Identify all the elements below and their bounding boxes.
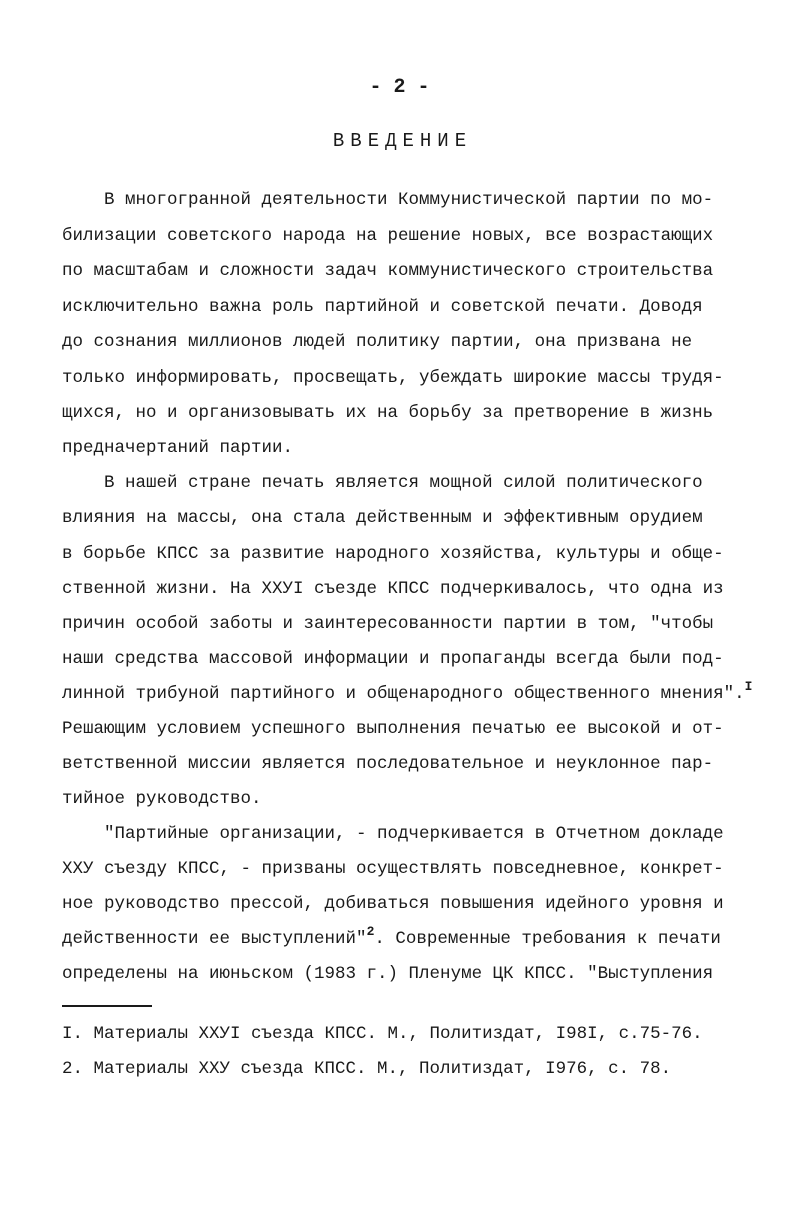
- body-line: билизации советского народа на решение новых, все возрастающих: [62, 226, 714, 246]
- body-line: Решающим условием успешного выполнения печатью ее высокой и от-: [62, 719, 724, 739]
- body-line: по масштабам и сложности задач коммунистического строительства: [62, 261, 714, 281]
- body-line: тийное руководство.: [62, 789, 262, 809]
- body-line: ное руководство прессой, добиваться повышения идейного уровня и: [62, 894, 724, 914]
- body-line: в борьбе КПСС за развитие народного хозяйства, культуры и обще-: [62, 544, 724, 564]
- section-heading: ВВЕДЕНИЕ: [332, 130, 473, 152]
- page-number: - 2 -: [369, 76, 430, 99]
- body-line: наши средства массовой информации и пропаганды всегда были под-: [62, 649, 724, 669]
- footnote: I. Материалы ХХУI съезда КПСС. М., Политиздат, I98I, с.75-76.: [62, 1024, 703, 1044]
- body-line: В многогранной деятельности Коммунистической партии по мо-: [62, 190, 714, 210]
- body-line-with-footnote-ref: [62, 924, 721, 951]
- footnote-ref: 2: [366, 924, 375, 939]
- body-line: исключительно важна роль партийной и советской печати. Доводя: [62, 297, 703, 317]
- body-line: щихся, но и организовывать их на борьбу за претворение в жизнь: [62, 403, 714, 423]
- body-line-text: действенности ее выступлений": [62, 929, 367, 949]
- body-line: определены на июньском (1983 г.) Пленуме ЦК КПСС. "Выступления: [62, 964, 714, 984]
- body-line: В нашей стране печать является мощной силой политического: [62, 473, 703, 493]
- body-line: причин особой заботы и заинтересованности партии в том, "чтобы: [62, 614, 714, 634]
- body-line: влияния на массы, она стала действенным и эффективным орудием: [62, 508, 703, 528]
- body-line: ХХУ съезду КПСС, - призваны осуществлять повседневное, конкрет-: [62, 859, 724, 879]
- body-line-with-footnote-ref: [62, 679, 753, 706]
- footnote-ref: I: [744, 679, 753, 694]
- body-line-text: линной трибуной партийного и общенародного общественного мнения".: [62, 684, 745, 704]
- footnote-divider: [62, 1005, 152, 1007]
- body-line: только информировать, просвещать, убеждать широкие массы трудя-: [62, 368, 724, 388]
- body-line: предначертаний партии.: [62, 438, 294, 458]
- body-line: ветственной миссии является последовательное и неуклонное пар-: [62, 754, 714, 774]
- body-line: "Партийные организации, - подчеркивается в Отчетном докладе: [62, 824, 724, 844]
- body-line-tail: . Современные требования к печати: [374, 929, 721, 949]
- body-line: до сознания миллионов людей политику партии, она призвана не: [62, 332, 693, 352]
- footnote: 2. Материалы ХХУ съезда КПСС. М., Политиздат, I976, с. 78.: [62, 1059, 672, 1079]
- body-line: ственной жизни. На ХХУI съезде КПСС подчеркивалось, что одна из: [62, 579, 724, 599]
